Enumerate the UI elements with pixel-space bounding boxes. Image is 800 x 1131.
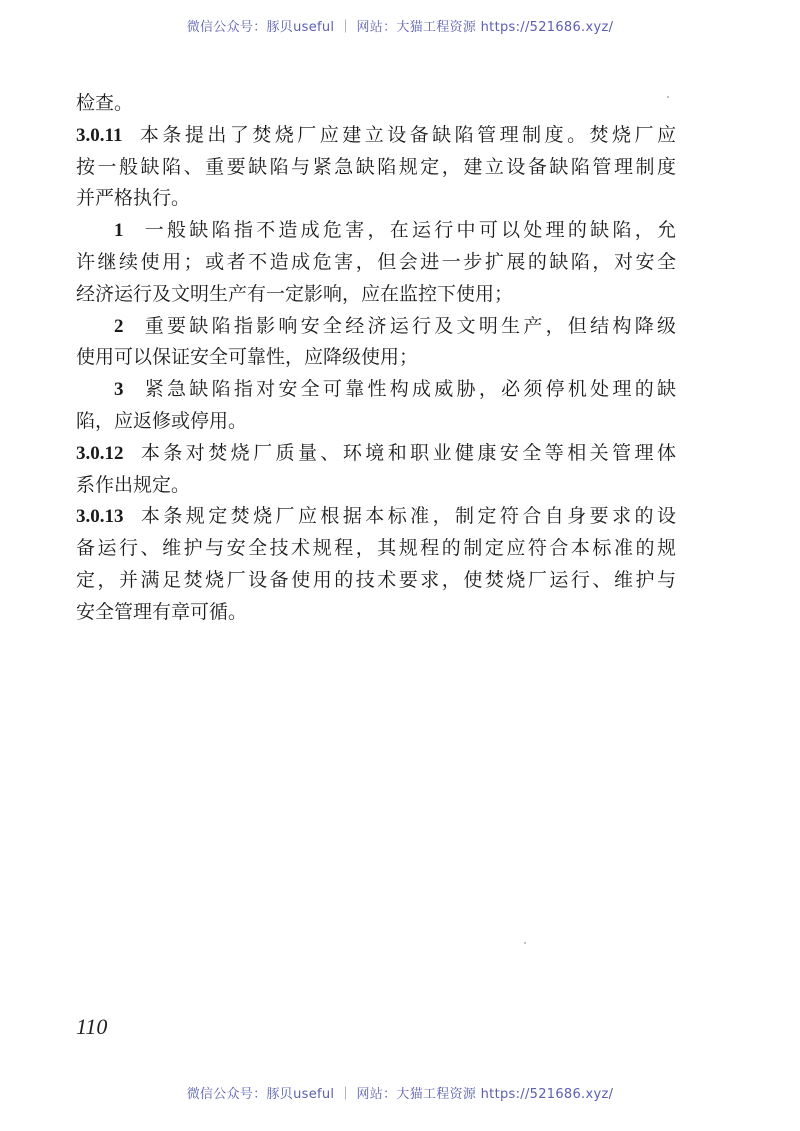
- item-text: 重要缺陷指影响安全经济运行及文明生产，但结构降级: [141, 314, 676, 337]
- item-number: 3: [114, 379, 124, 401]
- clause-number: 3.0.13: [76, 506, 124, 528]
- document-body: [76, 88, 676, 629]
- item-1-line-1: [76, 215, 676, 247]
- watermark-top: 微信公众号：豚贝useful ｜ 网站：大猫工程资源 https://521686.xyz/: [186, 20, 614, 35]
- clause-3-0-12-line-1: [76, 438, 676, 470]
- item-text: 一般缺陷指不造成危害，在运行中可以处理的缺陷，允: [141, 219, 676, 242]
- clause-number: 3.0.12: [76, 442, 124, 464]
- clause-3-0-13-line-1: [76, 501, 676, 533]
- item-3-line-1: [76, 374, 676, 406]
- text-line: 备运行、维护与安全技术规程，其规程的制定应符合本标准的规: [76, 537, 676, 560]
- item-number: 1: [114, 220, 124, 242]
- scan-speck: [667, 96, 669, 98]
- item-2-line-1: [76, 311, 676, 343]
- item-text: 紧急缺陷指对安全可靠性构成威胁，必须停机处理的缺: [141, 378, 676, 401]
- watermark-bottom: 微信公众号：豚贝useful ｜ 网站：大猫工程资源 https://521686.xyz/: [186, 1087, 614, 1102]
- text-line: 按一般缺陷、重要缺陷与紧急缺陷规定，建立设备缺陷管理制度: [76, 155, 676, 178]
- text-line: 并严格执行。: [76, 187, 191, 210]
- clause-text: 本条对焚烧厂质量、环境和职业健康安全等相关管理体: [137, 441, 676, 464]
- clause-text: 本条提出了焚烧厂应建立设备缺陷管理制度。焚烧厂应: [136, 123, 676, 146]
- clause-number: 3.0.11: [76, 124, 123, 146]
- clause-3-0-11-line-1: [76, 120, 676, 152]
- text-line: 安全管理有章可循。: [76, 600, 248, 623]
- text-line: 检查。: [76, 92, 134, 114]
- text-line: 使用可以保证安全可靠性，应降级使用；: [76, 346, 419, 369]
- text-line: 许继续使用；或者不造成危害，但会进一步扩展的缺陷，对安全: [76, 250, 676, 273]
- clause-text: 本条规定焚烧厂应根据本标准，制定符合自身要求的设: [137, 505, 676, 528]
- item-number: 2: [114, 315, 124, 337]
- text-line: 系作出规定。: [76, 473, 191, 496]
- page-number: 110: [76, 1014, 108, 1039]
- text-line: 经济运行及文明生产有一定影响，应在监控下使用；: [76, 282, 514, 305]
- text-line: 陷，应返修或停用。: [76, 409, 248, 432]
- scan-speck: [524, 942, 526, 944]
- text-line: 定，并满足焚烧厂设备使用的技术要求，使焚烧厂运行、维护与: [76, 568, 676, 591]
